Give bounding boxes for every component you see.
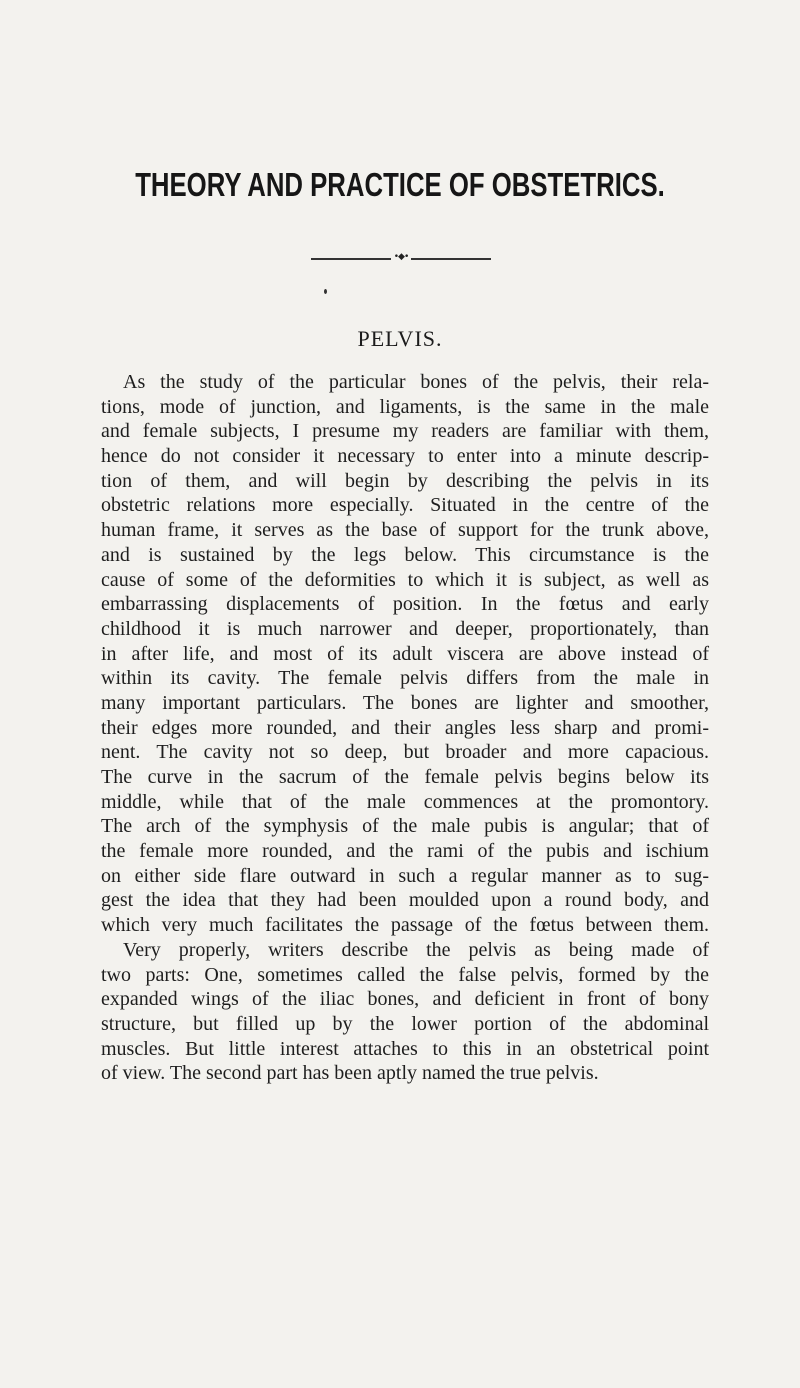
text-line: their edges more rounded, and their angles less sharp and promi- [101, 716, 709, 739]
text-line: which very much facilitates the passage of the fœtus between them. [101, 914, 709, 937]
text-line: childhood it is much narrower and deeper, proportionately, than [101, 617, 709, 640]
text-line: As the study of the particular bones of the pelvis, their rela- [123, 371, 709, 393]
section-heading: PELVIS. [357, 326, 443, 351]
running-title: THEORY AND PRACTICE OF OBSTETRICS. [135, 166, 665, 203]
text-line: tions, mode of junction, and ligaments, is the same in the male [101, 395, 709, 418]
text-line: tion of them, and will begin by describing the pelvis in its [101, 469, 709, 492]
rule-left [311, 258, 391, 260]
text-line: and is sustained by the legs below. This circumstance is the [101, 543, 709, 566]
text-line: of view. The second part has been aptly named the true pelvis. [101, 1062, 599, 1085]
text-line: on either side flare outward in such a regular manner as to sug- [101, 864, 709, 887]
print-speck [324, 289, 327, 294]
text-line: The arch of the symphysis of the male pubis is angular; that of [101, 815, 709, 838]
text-line: cause of some of the deformities to which it is subject, as well as [101, 568, 709, 591]
text-line: hence do not consider it necessary to enter into a minute descrip- [101, 445, 709, 468]
text-line: expanded wings of the iliac bones, and deficient in front of bony [101, 988, 709, 1011]
text-line: nent. The cavity not so deep, but broader and more capacious. [101, 741, 709, 764]
text-line: two parts: One, sometimes called the false pelvis, formed by the [101, 963, 709, 986]
text-line: many important particulars. The bones are lighter and smoother, [101, 691, 709, 714]
text-line: within its cavity. The female pelvis differs from the male in [101, 667, 709, 690]
text-line: Very properly, writers describe the pelvis as being made of [123, 938, 709, 961]
text-line: structure, but filled up by the lower portion of the abdominal [101, 1012, 709, 1035]
body-text [101, 370, 709, 1086]
text-line: gest the idea that they had been moulded upon a round body, and [101, 889, 709, 912]
text-line: embarrassing displacements of position. In the fœtus and early [101, 593, 709, 616]
rule-right [411, 258, 491, 260]
text-line: and female subjects, I presume my readers are familiar with them, [101, 420, 709, 443]
text-line: muscles. But little interest attaches to this in an obstetrical point [101, 1037, 709, 1060]
text-line: The curve in the sacrum of the female pelvis begins below its [101, 766, 709, 788]
text-line: middle, while that of the male commences at the promontory. [101, 790, 709, 813]
title-rule-ornament [311, 253, 491, 265]
rule-ornament-glyph: •◆• [393, 252, 409, 262]
text-line: human frame, it serves as the base of support for the trunk above, [101, 519, 709, 542]
text-line: obstetric relations more especially. Situated in the centre of the [101, 494, 709, 517]
text-line: in after life, and most of its adult viscera are above instead of [101, 642, 709, 665]
text-line: the female more rounded, and the rami of the pubis and ischium [101, 840, 709, 863]
